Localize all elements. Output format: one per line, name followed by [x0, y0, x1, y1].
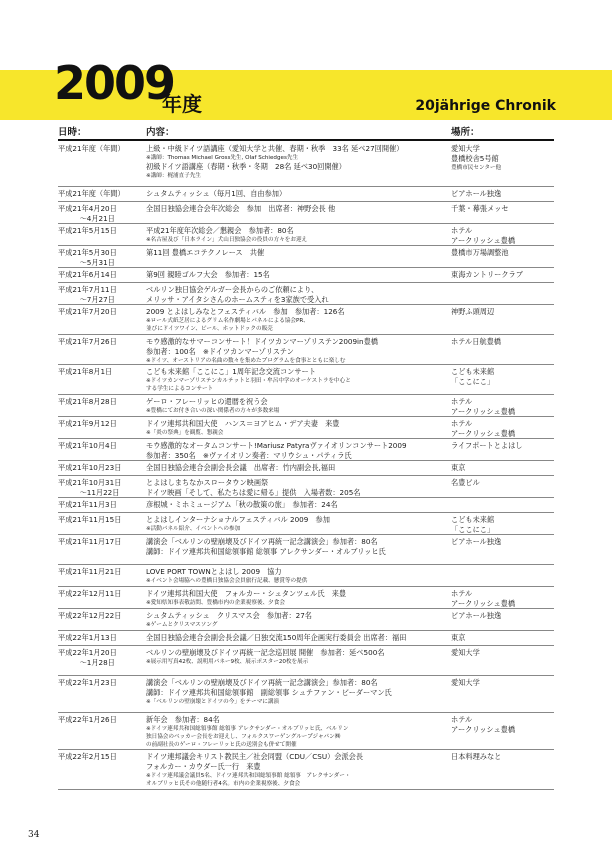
place-line: こども未来館 — [451, 515, 495, 524]
place-cell — [451, 633, 555, 643]
content-line: 全国日独協会連合会副会長会議／日独交流150周年企画実行委員会 出席者：福田 — [146, 633, 407, 642]
content-line: 新年会 参加者：84名 — [146, 715, 220, 724]
date-line: ～11月22日 — [58, 487, 120, 497]
content-cell — [146, 307, 448, 333]
chronicle-table — [58, 142, 554, 790]
table-row — [58, 498, 554, 513]
place-line: 日本料理みなと — [451, 752, 502, 761]
place-cell — [451, 419, 555, 439]
content-note: ※ドイツカンマーゾリステンカルテットと羽田・牟呂中学のオーケストラを中心と — [146, 377, 351, 384]
date-line: ～1月28日 — [58, 657, 115, 667]
content-line: 全国日独協会連合会副会長会議 出席者：竹内副会長,福田 — [146, 463, 336, 472]
place-line: 「ここにこ」 — [451, 376, 495, 386]
content-line: モウ感激的なサマーコンサート！ドイツカンマーゾリステン2009in豊橋 — [146, 337, 378, 346]
date-cell — [58, 500, 142, 510]
table-row — [58, 565, 554, 587]
place-line: ホテル — [451, 419, 473, 428]
table-row — [58, 439, 554, 461]
table-row — [58, 246, 554, 268]
table-row — [58, 631, 554, 646]
content-line: ドイツ映画「そして、私たちは愛に帰る」提供 入場者数：205名 — [146, 487, 361, 497]
header-rule — [58, 139, 554, 141]
content-line: ドイツ連邦共和国大使 フォルカー・シュタンツェル氏 来豊 — [146, 589, 347, 598]
content-cell — [146, 419, 448, 437]
date-cell — [58, 633, 142, 643]
date-cell — [58, 589, 142, 599]
date-line: 平成21年10月31日 — [58, 478, 122, 487]
date-cell — [58, 367, 142, 377]
content-cell — [146, 715, 448, 749]
date-line: 平成21年5月30日 — [58, 248, 117, 257]
content-line: 彦根城・ミホミュージアム「秋の散策の旅」 参加者：24名 — [146, 500, 338, 509]
content-line: ベルリン独日協会ゲルガー会長からのご依頼により、 — [146, 285, 319, 294]
content-note: する学生によるコンサート — [146, 385, 214, 392]
date-cell — [58, 715, 142, 725]
content-line: ベルリンの壁崩壊及びドイツ再統一記念巡回展 開催 参加者：延べ500名 — [146, 648, 385, 657]
date-line: ～7月27日 — [58, 294, 115, 304]
content-cell — [146, 285, 448, 305]
date-cell — [58, 611, 142, 621]
content-line: 2009 とよはしみなとフェスティバル 参加 参加者：126名 — [146, 307, 345, 316]
table-row — [58, 365, 554, 395]
content-cell — [146, 537, 448, 557]
place-cell — [451, 226, 555, 246]
content-line: 初級ドイツ語講座（春期・秋季・冬期 28名 延べ30回開催） — [146, 161, 346, 171]
content-cell — [146, 204, 448, 214]
content-line: 講師：ドイツ連邦共和国総領事館 総領事 アレクサンダー・オルブリッヒ氏 — [146, 546, 386, 556]
table-row — [58, 476, 554, 498]
content-cell — [146, 270, 448, 280]
content-line: LOVE PORT TOWNとよはし 2009 協力 — [146, 567, 282, 576]
column-headers — [58, 124, 554, 138]
content-line: 講師：ドイツ連邦共和国総領事館 副総領事 シュテファン・ビーダーマン氏 — [146, 687, 392, 697]
place-line: 東京 — [451, 633, 466, 642]
date-line: 平成21年11月3日 — [58, 500, 117, 509]
date-line: 平成21年4月20日 — [58, 204, 117, 213]
table-row — [58, 587, 554, 609]
table-row — [58, 535, 554, 565]
content-line: 講演会「ベルリンの壁崩壊及びドイツ再統一記念講演会」参加者：80名 — [146, 678, 378, 687]
place-cell — [451, 715, 555, 735]
date-line: 平成21年度（年間） — [58, 144, 125, 153]
date-cell — [58, 567, 142, 577]
content-cell — [146, 633, 448, 643]
date-cell — [58, 285, 142, 305]
place-line: アークリッシュ豊橋 — [451, 724, 516, 734]
content-note: 並びにドイツワイン、ビール、ホットドックの販売 — [146, 325, 273, 332]
date-line: ～4月21日 — [58, 213, 115, 223]
content-note: 独日協会のベッカー会長をお迎えし、フォルクスワーゲングループジャパン㈱ — [146, 733, 341, 740]
content-cell — [146, 144, 448, 180]
content-note: ※講師：梶浦直子先生 — [146, 172, 202, 179]
date-line: 平成22年12月11日 — [58, 589, 122, 598]
date-cell — [58, 419, 142, 429]
place-line: アークリッシュ豊橋 — [451, 406, 516, 416]
content-note: ※豊橋にてお付き合いの深い関係者の方々が多数来場 — [146, 407, 280, 414]
place-line: 愛知大学 — [451, 144, 480, 153]
place-line: アークリッシュ豊橋 — [451, 598, 516, 608]
content-cell — [146, 248, 448, 258]
date-cell — [58, 337, 142, 347]
content-note: ※イベント会場脇への豊橋日独協会会員旅行記載、懸賞等の提供 — [146, 577, 308, 584]
content-cell — [146, 515, 448, 533]
content-line: シュタムティッシュ クリスマス会 参加者：27名 — [146, 611, 312, 620]
date-cell — [58, 248, 142, 268]
date-line: 平成22年1月26日 — [58, 715, 117, 724]
date-line: 平成22年1月20日 — [58, 648, 117, 657]
date-line: 平成22年2月15日 — [58, 752, 117, 761]
place-cell — [451, 515, 555, 535]
date-line: 平成22年1月13日 — [58, 633, 117, 642]
date-line: 平成21年6月14日 — [58, 270, 117, 279]
place-cell — [451, 397, 555, 417]
year-suffix: 年度 — [162, 92, 202, 116]
table-row — [58, 283, 554, 305]
content-note: ※愛知県知事表敬訪問、豊橋市内の企業視察後、夕食会 — [146, 599, 285, 606]
content-cell — [146, 441, 448, 461]
place-cell — [451, 270, 555, 280]
content-line: とよはしインターナショナルフェスティバル 2009 参加 — [146, 515, 330, 524]
place-line: 豊橋市万場調整池 — [451, 248, 509, 257]
place-cell — [451, 589, 555, 609]
place-line: 東海カントリークラブ — [451, 270, 523, 279]
date-line: 平成21年5月15日 — [58, 226, 117, 235]
header-place: 場所： — [451, 127, 480, 138]
table-row — [58, 513, 554, 535]
content-cell — [146, 611, 448, 629]
place-line: ビアホール独逸 — [451, 611, 502, 620]
place-cell — [451, 337, 555, 347]
place-cell — [451, 463, 555, 473]
content-note: ※展示用写真42枚、説明用パネー9枚、展示ポスター20枚を展示 — [146, 658, 309, 665]
table-row — [58, 142, 554, 187]
content-line: こども未来館「ここにこ」1周年記念交流コンサート — [146, 367, 316, 376]
place-cell — [451, 537, 555, 547]
date-cell — [58, 204, 142, 224]
content-line: モウ感激的なオータムコンサート!Mariusz Patyraヴァイオリンコンサート2009 — [146, 441, 407, 450]
date-line: 平成21年11月17日 — [58, 537, 122, 546]
content-line: 平成21年度年次総会／懇親会 参加者：80名 — [146, 226, 294, 235]
place-cell — [451, 648, 555, 658]
content-line: 第9回 親睦ゴルフ大会 参加者：15名 — [146, 270, 270, 279]
content-line: 参加者：350名 ※ヴァイオリン奏者：マリウシュ・パティラ氏 — [146, 450, 352, 460]
content-cell — [146, 189, 448, 199]
place-cell — [451, 307, 555, 317]
date-cell — [58, 397, 142, 407]
date-line: 平成21年10月4日 — [58, 441, 117, 450]
place-line: アークリッシュ豊橋 — [451, 428, 516, 438]
table-row — [58, 750, 554, 790]
date-line: 平成21年7月11日 — [58, 285, 117, 294]
content-line: ゲーロ・フレーリッヒの還暦を祝う会 — [146, 397, 268, 406]
place-cell — [451, 248, 555, 258]
place-line: ホテル日航豊橋 — [451, 337, 501, 346]
date-line: 平成21年10月23日 — [58, 463, 122, 472]
place-line: ビアホール独逸 — [451, 537, 502, 546]
date-line: 平成21年7月26日 — [58, 337, 117, 346]
content-note: ※ゲームとクリスマスソング — [146, 621, 218, 628]
content-cell — [146, 567, 448, 585]
date-line: 平成22年12月22日 — [58, 611, 122, 620]
content-line: ドイツ連邦共和国大使 ハンス＝ヨアヒム・デア夫妻 来豊 — [146, 419, 340, 428]
place-line: ホテル — [451, 715, 473, 724]
table-row — [58, 305, 554, 335]
page-number: 34 — [28, 830, 40, 840]
date-line: 平成21年7月20日 — [58, 307, 117, 316]
place-line: 豊橋市民センター他 — [451, 164, 502, 171]
content-cell — [146, 463, 448, 473]
content-note: ※「炎の祭典」を観覧、懇親会 — [146, 429, 224, 436]
date-cell — [58, 307, 142, 317]
place-line: ビアホール独逸 — [451, 189, 502, 198]
place-cell — [451, 367, 555, 387]
place-line: アークリッシュ豊橋 — [451, 235, 516, 245]
content-cell — [146, 367, 448, 393]
date-cell — [58, 515, 142, 525]
date-cell — [58, 226, 142, 236]
place-cell — [451, 478, 555, 488]
date-cell — [58, 189, 142, 199]
content-cell — [146, 589, 448, 607]
place-line: 千葉・幕張メッセ — [451, 204, 509, 213]
date-line: 平成21年9月12日 — [58, 419, 117, 428]
table-row — [58, 187, 554, 202]
table-row — [58, 224, 554, 246]
content-cell — [146, 500, 448, 510]
place-cell — [451, 189, 555, 199]
date-cell — [58, 441, 142, 451]
table-row — [58, 417, 554, 439]
content-line: 第11回 豊橋エコテクノレース 共催 — [146, 248, 265, 257]
content-note: ※名古屋及び「日本ライン」犬山日独協会の役員の方々をお迎え — [146, 236, 308, 243]
content-cell — [146, 678, 448, 706]
date-line: 平成21年8月1日 — [58, 367, 113, 376]
content-line: 参加者：100名 ※ドイツカンマーゾリステン — [146, 346, 294, 356]
place-line: 名豊ビル — [451, 478, 480, 487]
table-row — [58, 646, 554, 676]
place-cell — [451, 678, 555, 688]
content-cell — [146, 337, 448, 365]
date-line: 平成21年11月15日 — [58, 515, 122, 524]
date-cell — [58, 678, 142, 688]
date-line: 平成21年11月21日 — [58, 567, 122, 576]
content-note: ※活動パネル紹介、イベントへの参加 — [146, 525, 241, 532]
content-note: ※ロール式紙芝居によるグリム名作劇場とパネルによる協会PR、 — [146, 317, 309, 324]
content-cell — [146, 752, 448, 788]
place-line: ホテル — [451, 589, 473, 598]
date-cell — [58, 752, 142, 762]
place-line: 「ここにこ」 — [451, 524, 495, 534]
date-cell — [58, 537, 142, 547]
content-note: ※「ベルリンの壁崩壊とドイツの今」をテーマに講演 — [146, 698, 280, 705]
content-note: ※ドイツ連邦議会議員5名、ドイツ連邦共和国総領事館 総領事 アレクサンダー・ — [146, 772, 351, 779]
place-cell — [451, 144, 555, 172]
content-line: メリッサ・アイタシさんのホームスティを3家族で受入れ — [146, 294, 329, 304]
table-row — [58, 676, 554, 713]
place-line: こども未来館 — [451, 367, 495, 376]
date-cell — [58, 144, 142, 154]
content-line: シュタムティッシュ（毎月1回、自由参加） — [146, 189, 287, 198]
place-line: 豊橋校舎5号館 — [451, 153, 499, 163]
content-note: ※講師：Thomas Michael Gross先生, Olaf Schiedges先生 — [146, 154, 299, 161]
place-line: ライフポートとよはし — [451, 441, 523, 450]
date-line: 平成21年8月28日 — [58, 397, 117, 406]
content-note: ※ドイツ、オーストリアの名曲の数々を集めたプログラムを食事とともに楽しむ — [146, 357, 346, 364]
table-row — [58, 395, 554, 417]
content-line: とよはしまちなかスロータウン映画祭 — [146, 478, 269, 487]
header-date: 日時： — [58, 127, 87, 138]
content-cell — [146, 478, 448, 498]
date-cell — [58, 463, 142, 473]
table-row — [58, 268, 554, 283]
content-line: 講演会「ベルリンの壁崩壊及びドイツ再統一記念講演会」参加者：80名 — [146, 537, 378, 546]
place-cell — [451, 204, 555, 214]
content-line: 上級・中級ドイツ語講座（愛知大学と共催、春期・秋季 33名 延べ27回開催） — [146, 144, 404, 153]
chronik-title: 20jährige Chronik — [415, 98, 556, 114]
date-line: 平成21年度（年間） — [58, 189, 125, 198]
table-row — [58, 609, 554, 631]
place-line: 東京 — [451, 463, 466, 472]
place-line: ホテル — [451, 226, 473, 235]
content-note: ※ドイツ連邦共和国総領事館 総領事 アレクサンダー・オルブリッヒ氏、ベルリン — [146, 725, 349, 732]
place-line: 愛知大学 — [451, 678, 480, 687]
content-cell — [146, 226, 448, 244]
place-line: 神野ふ頭周辺 — [451, 307, 495, 316]
content-line: ドイツ連邦議会キリスト教民主／社会同盟（CDU／CSU）会派会長 — [146, 752, 364, 761]
date-line: ～5月31日 — [58, 257, 115, 267]
header-content: 内容： — [146, 127, 175, 138]
place-cell — [451, 752, 555, 762]
year-title: 2009 — [54, 56, 175, 110]
date-cell — [58, 648, 142, 668]
place-cell — [451, 611, 555, 621]
date-cell — [58, 478, 142, 498]
content-line: 全国日独協会連合会年次総会 参加 出席者：神野会長 他 — [146, 204, 336, 213]
content-line: フォルカー・カウダー氏一行 来豊 — [146, 761, 261, 771]
content-cell — [146, 397, 448, 415]
content-note: の前副社長のゲーロ・フレーリッヒ氏の送別会も併せて開催 — [146, 741, 297, 748]
table-row — [58, 335, 554, 365]
place-cell — [451, 441, 555, 451]
date-cell — [58, 270, 142, 280]
table-row — [58, 461, 554, 476]
table-row — [58, 202, 554, 224]
place-line: 愛知大学 — [451, 648, 480, 657]
date-line: 平成22年1月23日 — [58, 678, 117, 687]
table-row — [58, 713, 554, 750]
place-line: ホテル — [451, 397, 473, 406]
content-cell — [146, 648, 448, 666]
content-note: オルブリッヒ氏その他随行者4名。市内の企業視察後、夕食会 — [146, 780, 301, 787]
